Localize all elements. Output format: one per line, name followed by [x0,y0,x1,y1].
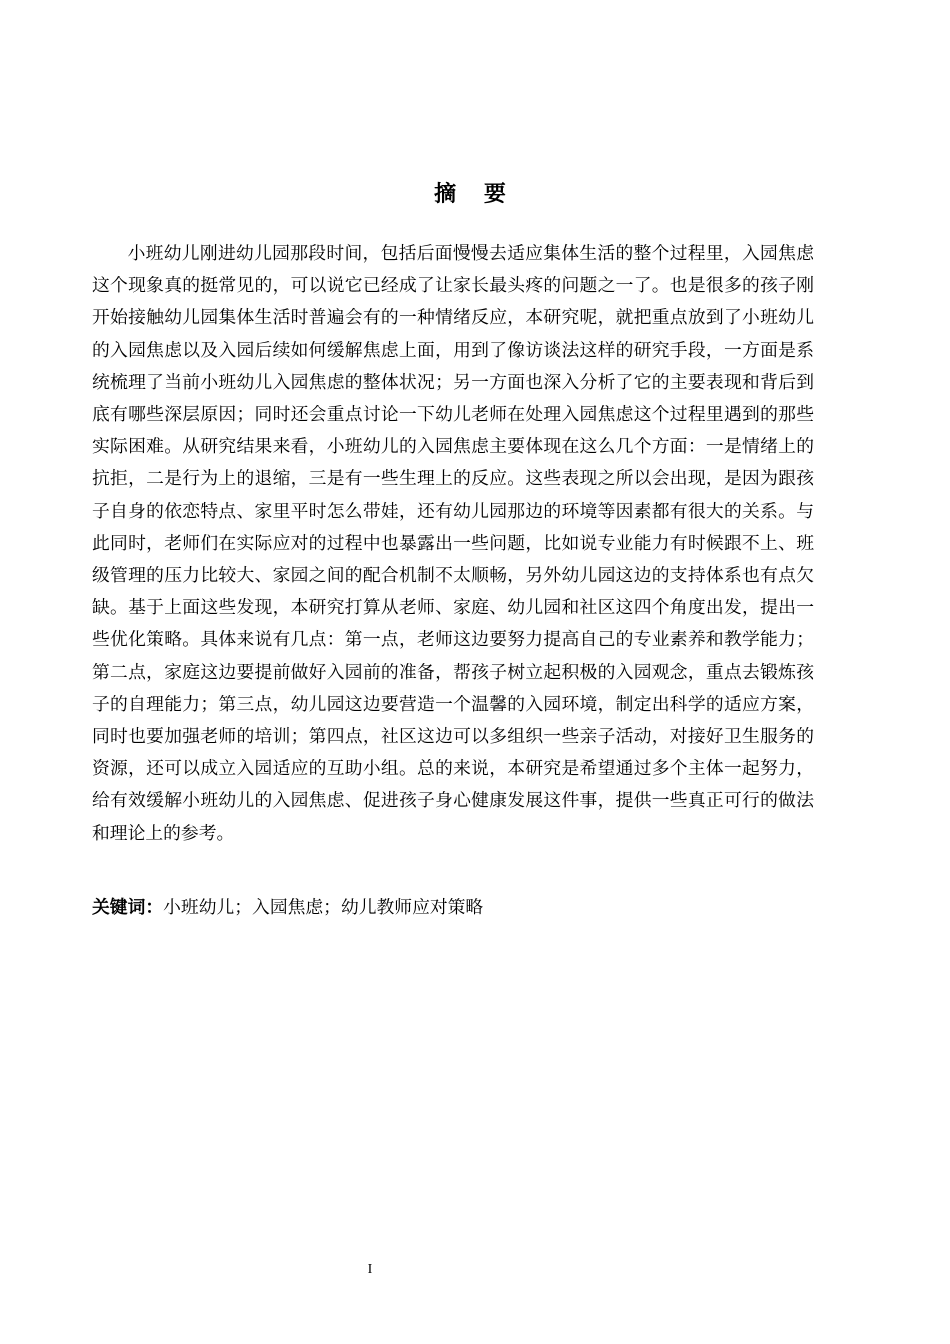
abstract-title: 摘 要 [434,182,516,207]
abstract-body: 小班幼儿刚进幼儿园那段时间，包括后面慢慢去适应集体生活的整个过程里，入园焦虑这个现象真的挺常见的，可以说它已经成了让家长最头疼的问题之一了。也是很多的孩子刚开始接触幼儿园集体生活时普遍会有的一种情绪反应，本研究呢，就把重点放到了小班幼儿的入园焦虑以及入园后续如何缓解焦虑上面，用到了像访谈法这样的研究手段，一方面是系统梳理了当前小班幼儿入园焦虑的整体状况；另一方面也深入分析了它的主要表现和背后到底有哪些深层原因；同时还会重点讨论一下幼儿老师在处理入园焦虑这个过程里遇到的那些实际困难。从研究结果来看，小班幼儿的入园焦虑主要体现在这么几个方面：一是情绪上的抗拒，二是行为上的退缩，三是有一些生理上的反应。这些表现之所以会出现，是因为跟孩子自身的依恋特点、家里平时怎么带娃，还有幼儿园那边的环境等因素都有很大的关系。与此同时，老师们在实际应对的过程中也暴露出一些问题，比如说专业能力有时候跟不上、班级管理的压力比较大、家园之间的配合机制不太顺畅，另外幼儿园这边的支持体系也有点欠缺。基于上面这些发现，本研究打算从老师、家庭、幼儿园和社区这四个角度出发，提出一些优化策略。具体来说有几点：第一点，老师这边要努力提高自己的专业素养和教学能力；第二点，家庭这边要提前做好入园前的准备，帮孩子树立起积极的入园观念，重点去锻炼孩子的自理能力；第三点，幼儿园这边要营造一个温馨的入园环境，制定出科学的适应方案，同时也要加强老师的培训；第四点，社区这边可以多组织一些亲子活动，对接好卫生服务的资源，还可以成立入园适应的互助小组。总的来说，本研究是希望通过多个主体一起努力，给有效缓解小班幼儿的入园焦虑、促进孩子身心健康发展这件事，提供一些真正可行的做法和理论上的参考。 [92,243,814,844]
page-number: I [367,1262,373,1277]
keywords-label: 关键词： [92,897,164,918]
keywords-line [92,892,814,924]
keywords-text: 小班幼儿；入园焦虑；幼儿教师应对策略 [163,897,484,918]
